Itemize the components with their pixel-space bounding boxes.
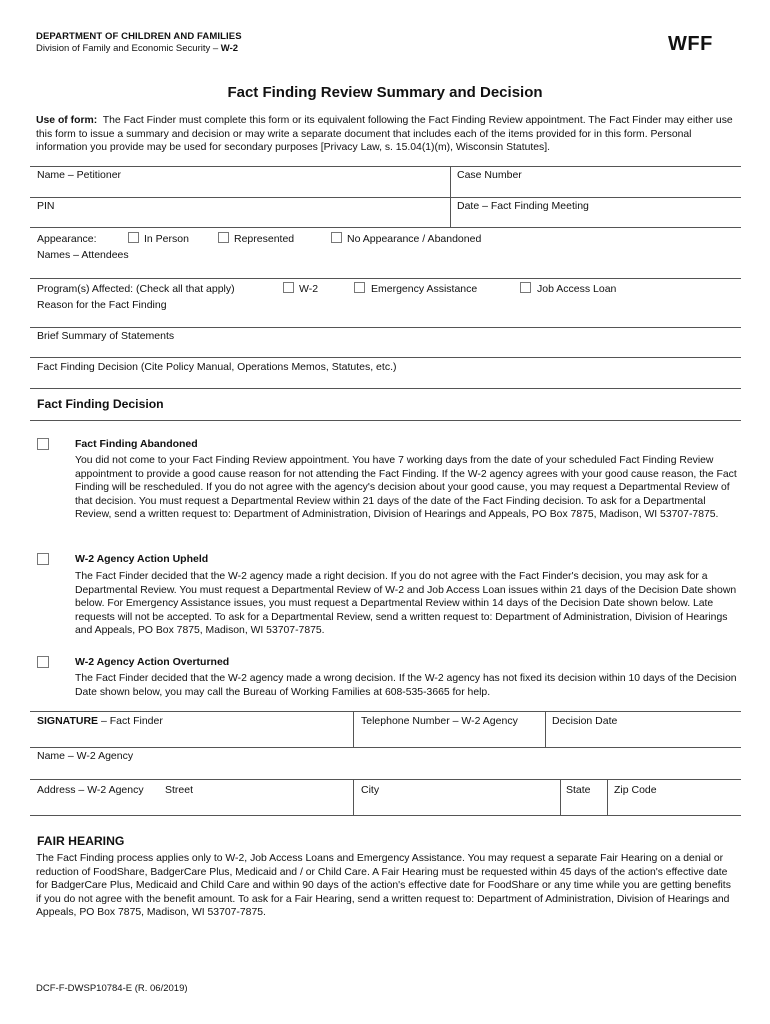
page-title: Fact Finding Review Summary and Decision <box>227 84 543 101</box>
date-meeting-field[interactable]: Date – Fact Finding Meeting <box>457 200 589 212</box>
department-name: DEPARTMENT OF CHILDREN AND FAMILIES <box>36 31 242 42</box>
telephone-field[interactable]: Telephone Number – W-2 Agency <box>361 715 518 727</box>
w2-label: W-2 <box>299 283 319 295</box>
address-field[interactable]: Address – W-2 Agency <box>37 784 144 796</box>
job-access-loan-checkbox[interactable] <box>520 282 531 293</box>
names-attendees-field[interactable]: Names – Attendees <box>37 249 129 261</box>
signature-field[interactable]: SIGNATURE – Fact Finder <box>37 715 163 727</box>
form-code: WFF <box>668 33 713 55</box>
name-agency-field[interactable]: Name – W-2 Agency <box>37 750 134 762</box>
overturned-title: W-2 Agency Action Overturned <box>75 656 230 668</box>
reason-field[interactable]: Reason for the Fact Finding <box>37 299 167 311</box>
upheld-title: W-2 Agency Action Upheld <box>75 553 209 565</box>
zip-field[interactable]: Zip Code <box>614 784 657 796</box>
represented-label: Represented <box>234 233 295 245</box>
job-access-loan-label: Job Access Loan <box>537 283 617 295</box>
upheld-checkbox[interactable] <box>37 553 49 565</box>
name-petitioner-field[interactable]: Name – Petitioner <box>37 169 122 181</box>
upheld-text: The Fact Finder decided that the W-2 agency made a right decision. If you do not agree with the Fact Finder's decision, you may ask for a Departmental Review. You must request a Departmental Review of W-2 and Job Access Loan issues within 21 days of the Decision Date shown below. For Emergency Assistance issues, you must request a Departmental Review within 14 days of the Decision Date shown below. Late requests will not be accepted. To ask for a Departmental Review, send a written request to: Department of Administration, Division of Hearings and Appeals, PO Box 7875, Madison, WI 53707-7875. <box>75 571 737 636</box>
abandoned-title: Fact Finding Abandoned <box>75 438 198 450</box>
state-field[interactable]: State <box>566 784 591 796</box>
decision-date-field[interactable]: Decision Date <box>552 715 618 727</box>
emergency-assistance-label: Emergency Assistance <box>371 283 478 295</box>
fair-hearing-text: The Fact Finding process applies only to W-2, Job Access Loans and Emergency Assistance. You may request a separate Fair Hearing on a denial or reduction of FoodShare, BadgerCare Plus, Medicaid and / or Child Care. A Fair Hearing must be requested within 45 days of the action's effective date for BadgerCare Plus, Medicaid and Child Care and within 90 days of the action's effective date for FoodShare or any time while you are getting benefits if you do not agree with the benefit amount. To ask for a Fair Hearing, send a written request to: Department of Administration, Division of Hearings and Appeals, PO Box 7875, Madison, WI 53707-7875. <box>36 853 731 918</box>
w2-checkbox[interactable] <box>283 282 294 293</box>
represented-checkbox[interactable] <box>218 232 229 243</box>
decision-cite-field[interactable]: Fact Finding Decision (Cite Policy Manual, Operations Memos, Statutes, etc.) <box>37 361 397 373</box>
fair-hearing-heading: FAIR HEARING <box>37 834 125 848</box>
case-number-field[interactable]: Case Number <box>457 169 522 181</box>
pin-field[interactable]: PIN <box>37 200 55 212</box>
in-person-checkbox[interactable] <box>128 232 139 243</box>
abandoned-text: You did not come to your Fact Finding Review appointment. You have 7 working days from the date of your scheduled Fact Finding Review appointment to provide a good cause reason for not attending the Fact Finding. If the W-2 agency agrees with your good cause reason, the Fact Finding will be rescheduled. If you do not agree with the agency's decision about your good cause, you may request a Departmental Review of that decision. You must request a Departmental Review within 21 days of the date of the Fact Finding decision. To ask for a Departmental Review, send a written request to: Department of Administration, Division of Hearings and Appeals, PO Box 7875, Madison, WI 53707-7875. <box>75 455 737 520</box>
in-person-label: In Person <box>144 233 189 245</box>
summary-field[interactable]: Brief Summary of Statements <box>37 330 175 342</box>
overturned-text: The Fact Finder decided that the W-2 agency made a wrong decision. If the W-2 agency has not fixed its decision within 10 days of the Decision Date shown below, you may call the Bureau of Working Families at 608-535-3665 for help. <box>75 673 737 698</box>
decision-heading: Fact Finding Decision <box>37 397 164 411</box>
city-field[interactable]: City <box>361 784 380 796</box>
appearance-label: Appearance: <box>37 233 97 245</box>
intro-text: Use of form: The Fact Finder must complete this form or its equivalent following the Fact Finding Review appointment. The Fact Finder may either use this form to issue a summary and decision or may write a separate document that includes each of the items provided for in this form. Personal information you provide may be used for secondary purposes [Privacy Law, s. 15.04(1)(m), Wisconsin Statutes]. <box>36 115 733 153</box>
no-appearance-checkbox[interactable] <box>331 232 342 243</box>
division-name: Division of Family and Economic Security – W-2 <box>36 43 239 54</box>
emergency-assistance-checkbox[interactable] <box>354 282 365 293</box>
street-label: Street <box>165 784 194 796</box>
overturned-checkbox[interactable] <box>37 656 49 668</box>
no-appearance-label: No Appearance / Abandoned <box>347 233 482 245</box>
form-number: DCF-F-DWSP10784-E (R. 06/2019) <box>36 983 188 994</box>
abandoned-checkbox[interactable] <box>37 438 49 450</box>
programs-label: Program(s) Affected: (Check all that apply) <box>37 283 235 295</box>
